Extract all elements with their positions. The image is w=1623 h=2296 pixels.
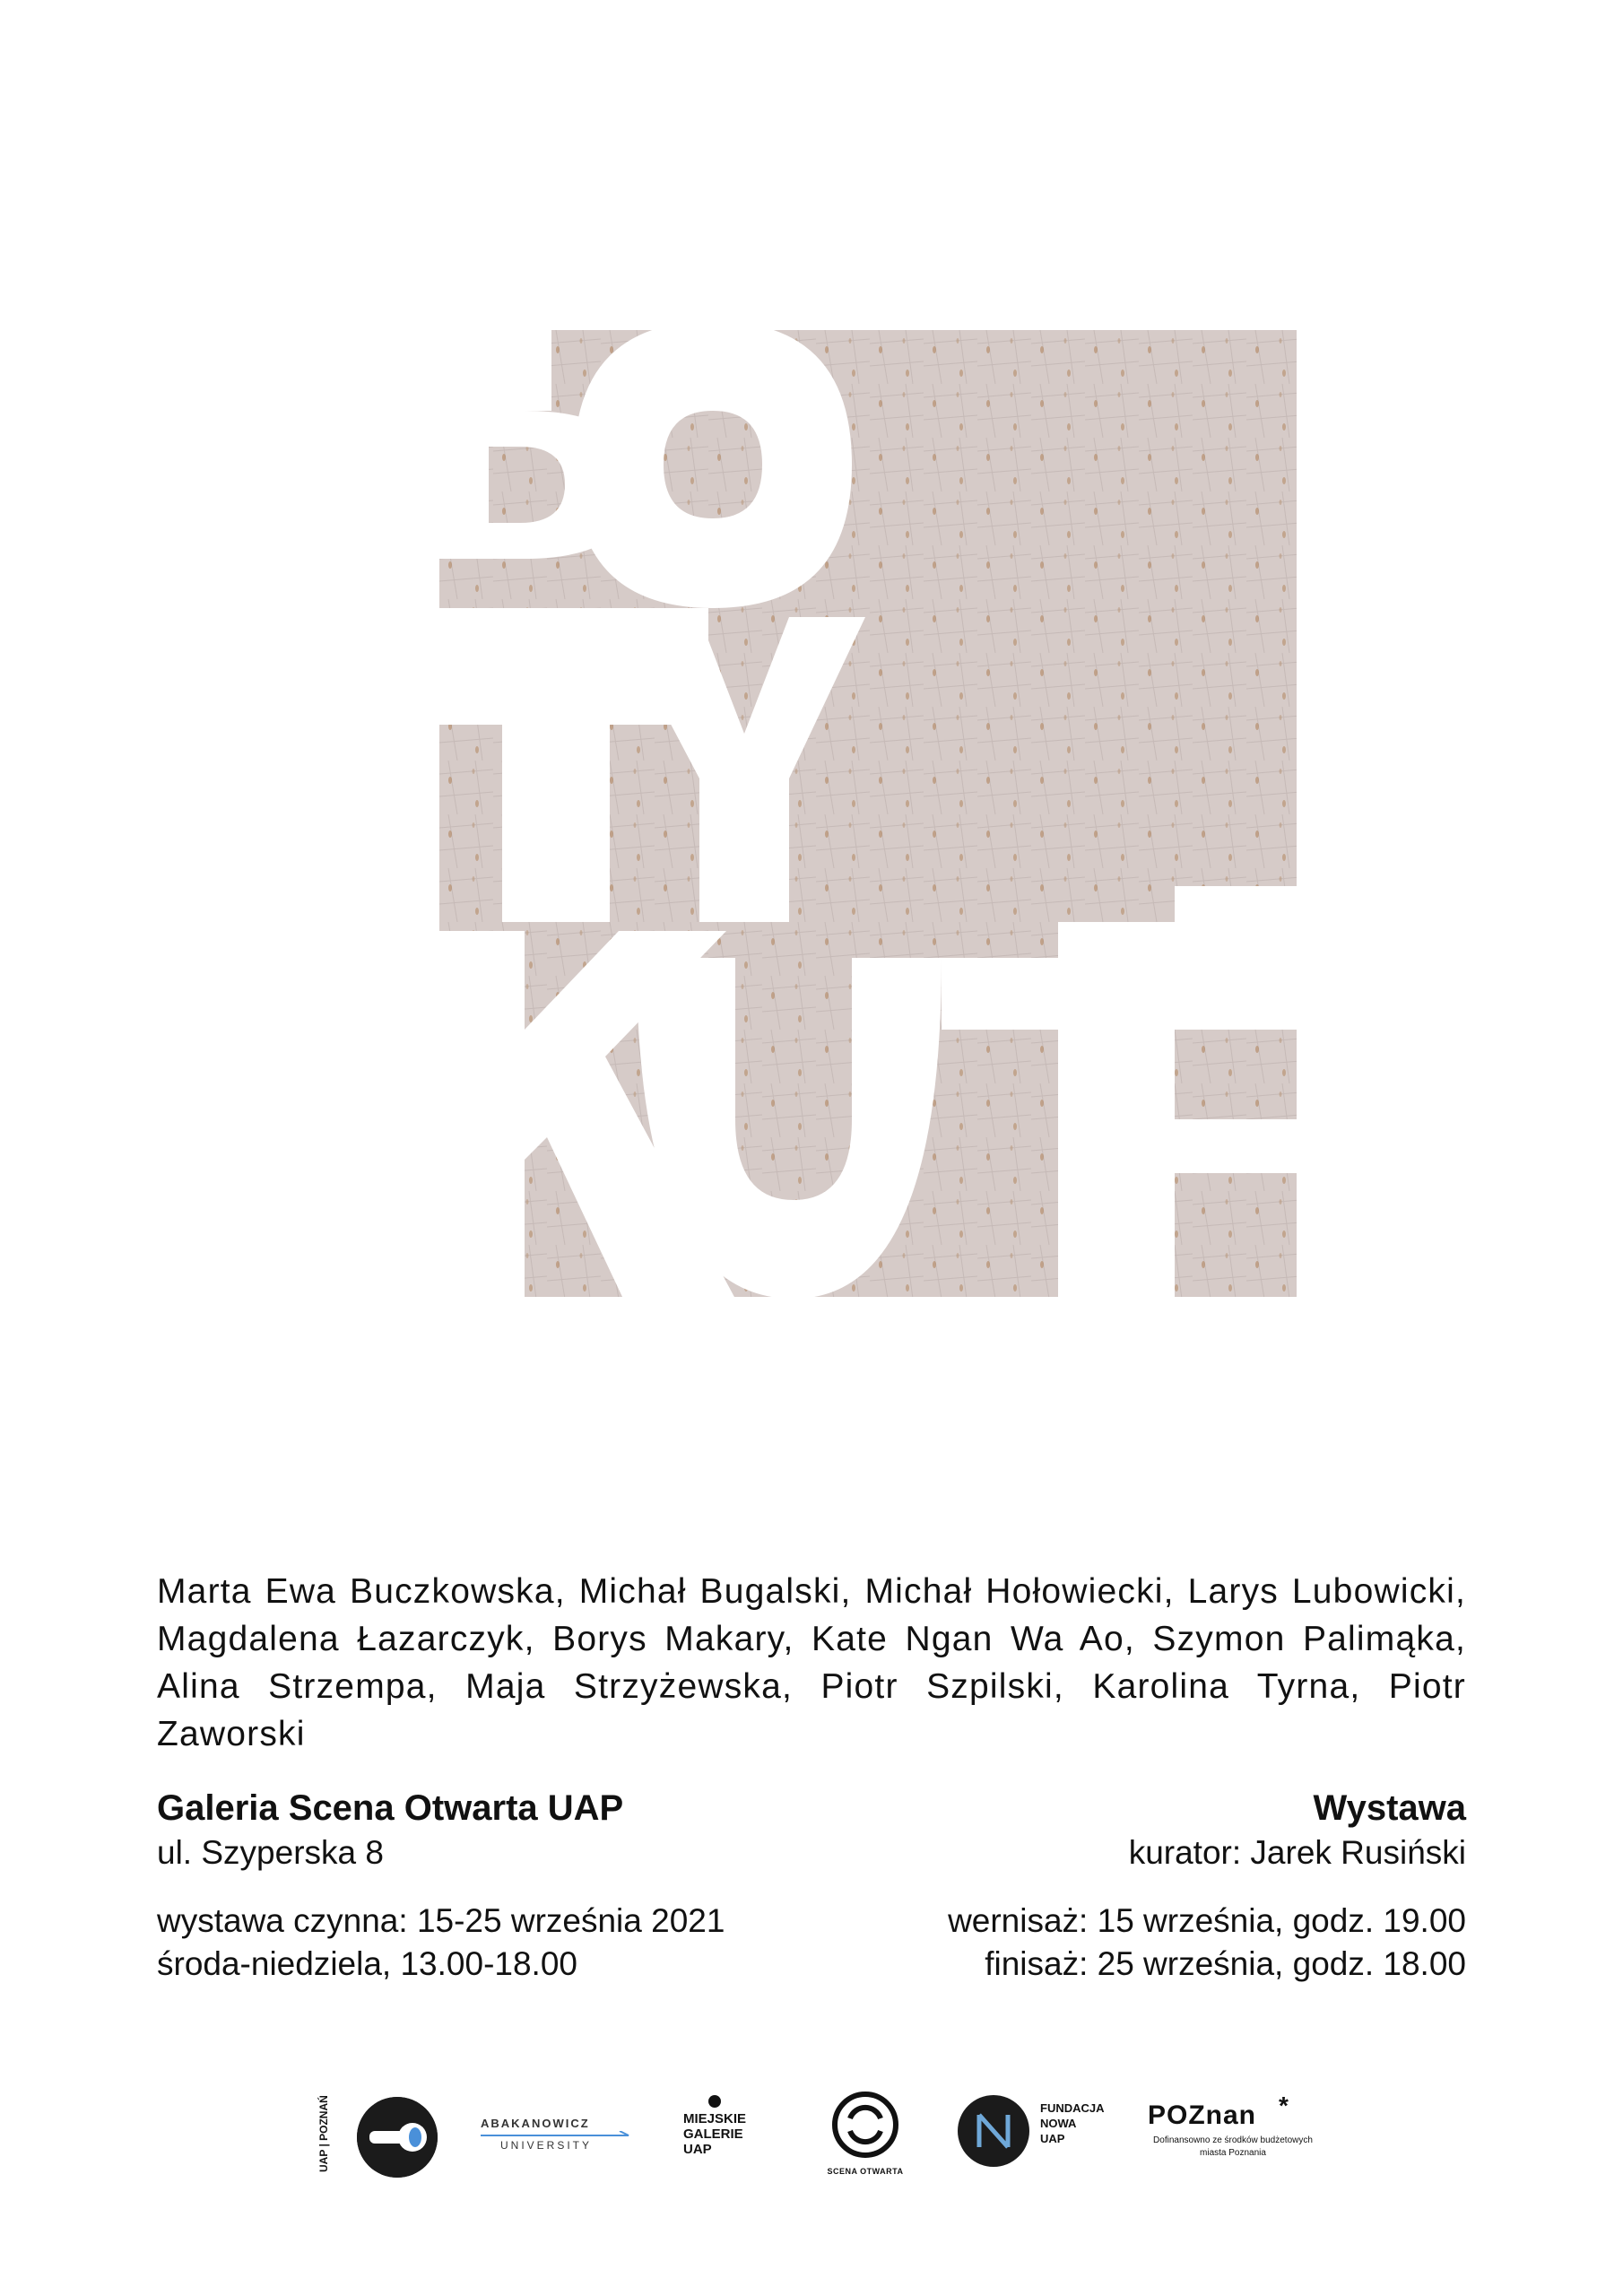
title-artwork <box>439 330 1297 1297</box>
venue-address: ul. Szyperska 8 <box>157 1834 384 1871</box>
skin-texture-letters <box>439 330 1297 1297</box>
event-info <box>749 1785 1466 1986</box>
opening-event: wernisaż: 15 września, godz. 19.00 <box>948 1902 1466 1939</box>
artists-line-2: Magdalena Łazarczyk, Borys Makary, Kate Ngan Wa Ao, Szymon Palimąka, <box>157 1620 1466 1658</box>
event-type: Wystawa <box>1313 1788 1466 1828</box>
arrow-circle-icon <box>708 2095 721 2108</box>
opening-hours: środa-niedziela, 13.00-18.00 <box>157 1945 577 1982</box>
fundacja-nowa-uap-logo: FUNDACJA NOWA UAP <box>958 2095 1128 2176</box>
curator: kurator: Jarek Rusiński <box>1128 1834 1466 1871</box>
venue-name: Galeria Scena Otwarta UAP <box>157 1788 624 1828</box>
closing-event: finisaż: 25 września, godz. 18.00 <box>985 1945 1466 1982</box>
sponsor-logos <box>314 2081 1327 2188</box>
asterisk-icon: * <box>1279 2092 1289 2119</box>
scena-otwarta-logo: SCENA OTWARTA <box>820 2090 910 2188</box>
artists-line-1: Marta Ewa Buczkowska, Michał Bugalski, Michał Hołowiecki, Larys Lubowicki, <box>157 1572 1466 1611</box>
miejskie-galerie-logo: MIEJSKIE GALERIE UAP <box>678 2095 768 2185</box>
poznan-logo: POZnan * Dofinansowno ze środków budżetowych miasta Poznania <box>1148 2092 1313 2158</box>
n-mark-icon <box>958 2095 1029 2167</box>
uap-logo-icon <box>357 2097 438 2178</box>
artists-line-3: Alina Strzempa, Maja Strzyżewska, Piotr Szpilski, Karolina Tyrna, Piotr Zaworski <box>157 1667 1466 1753</box>
exhibition-dates: wystawa czynna: 15-25 września 2021 <box>157 1902 725 1939</box>
ring-icon <box>830 2090 900 2160</box>
abakanowicz-university-logo: ABAKANOWICZ UNIVERSITY <box>481 2117 633 2161</box>
uap-wordmark: UAP | POZNAŃ <box>317 2095 330 2172</box>
artists-list <box>157 1568 1466 1758</box>
